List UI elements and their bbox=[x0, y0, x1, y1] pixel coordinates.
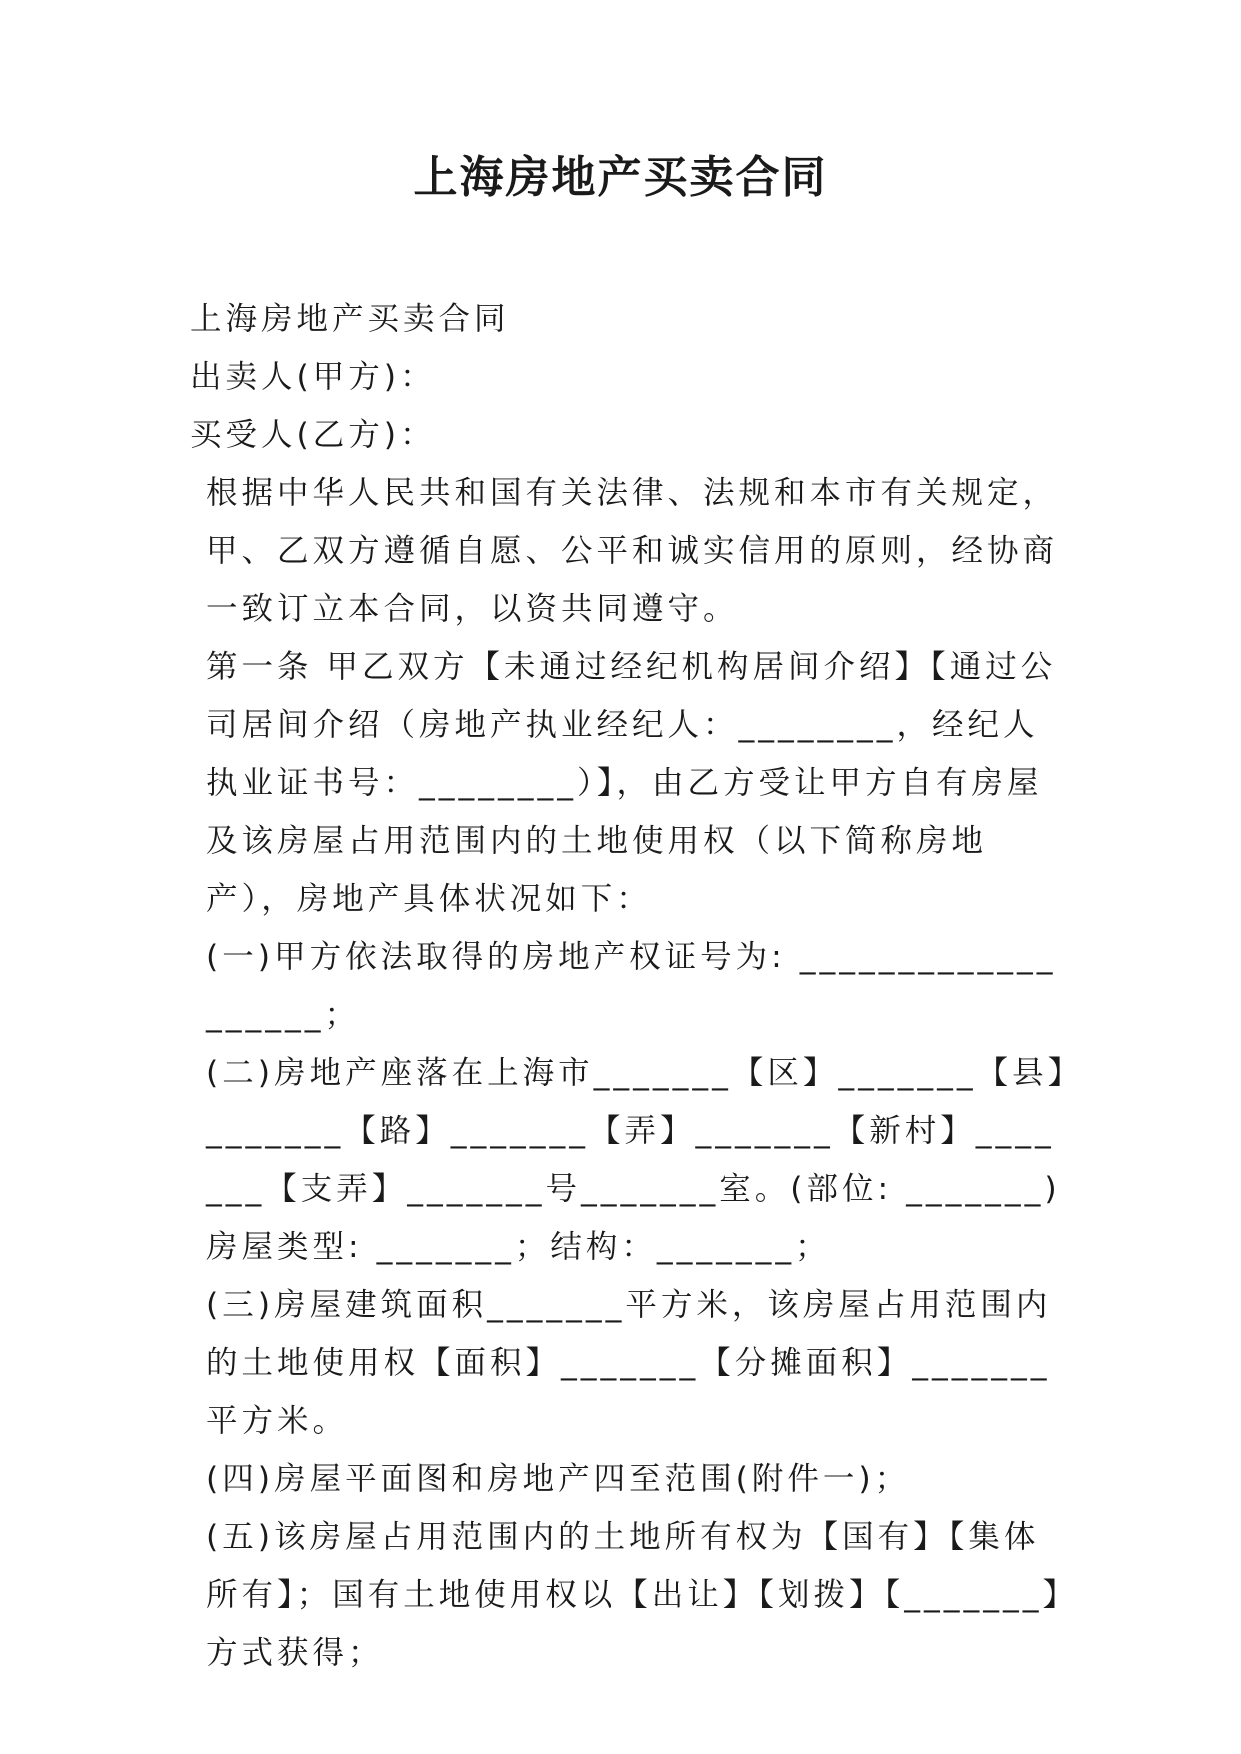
paragraph-preamble: 根据中华人民共和国有关法律、法规和本市有关规定，甲、乙双方遵循自愿、公平和诚实信用的原则，经协商一致订立本合同，以资共同遵守。 bbox=[206, 475, 1059, 627]
page-title: 上海房地产买卖合同 bbox=[413, 152, 828, 203]
paragraph-item-3: (三)房屋建筑面积_______平方米，该房屋占用范围内的土地使用权【面积】_______【分摊面积】_______平方米。 bbox=[206, 1287, 1052, 1439]
contract-body bbox=[190, 290, 1070, 1682]
paragraph-item-5: (五)该房屋占用范围内的土地所有权为【国有】【集体所有】；国有土地使用权以【出让】【划拨】【_______】方式获得； bbox=[206, 1519, 1063, 1671]
paragraph-heading-repeat: 上海房地产买卖合同 bbox=[190, 301, 510, 337]
paragraph-buyer: 买受人(乙方)： bbox=[190, 417, 436, 453]
paragraph-seller: 出卖人(甲方)： bbox=[190, 359, 436, 395]
paragraph-item-4: (四)房屋平面图和房地产四至范围(附件一)； bbox=[206, 1461, 911, 1497]
paragraph-article-1: 第一条 甲乙双方【未通过经纪机构居间介绍】【通过公司居间介绍（房地产执业经纪人：________，经纪人执业证书号：________）】，由乙方受让甲方自有房屋及该房屋占用范围内的土地使用权（以下简称房地产），房地产具体状况如下： bbox=[206, 649, 1057, 917]
paragraph-item-1: (一)甲方依法取得的房地产权证号为: ___________________； bbox=[206, 939, 1057, 1033]
paragraph-item-2: (二)房地产座落在上海市_______【区】_______【县】_______【路】_______【弄】_______【新村】_______【支弄】_______号_______室。(部位: _______)房屋类型: _______；结构：_______； bbox=[206, 1055, 1068, 1265]
